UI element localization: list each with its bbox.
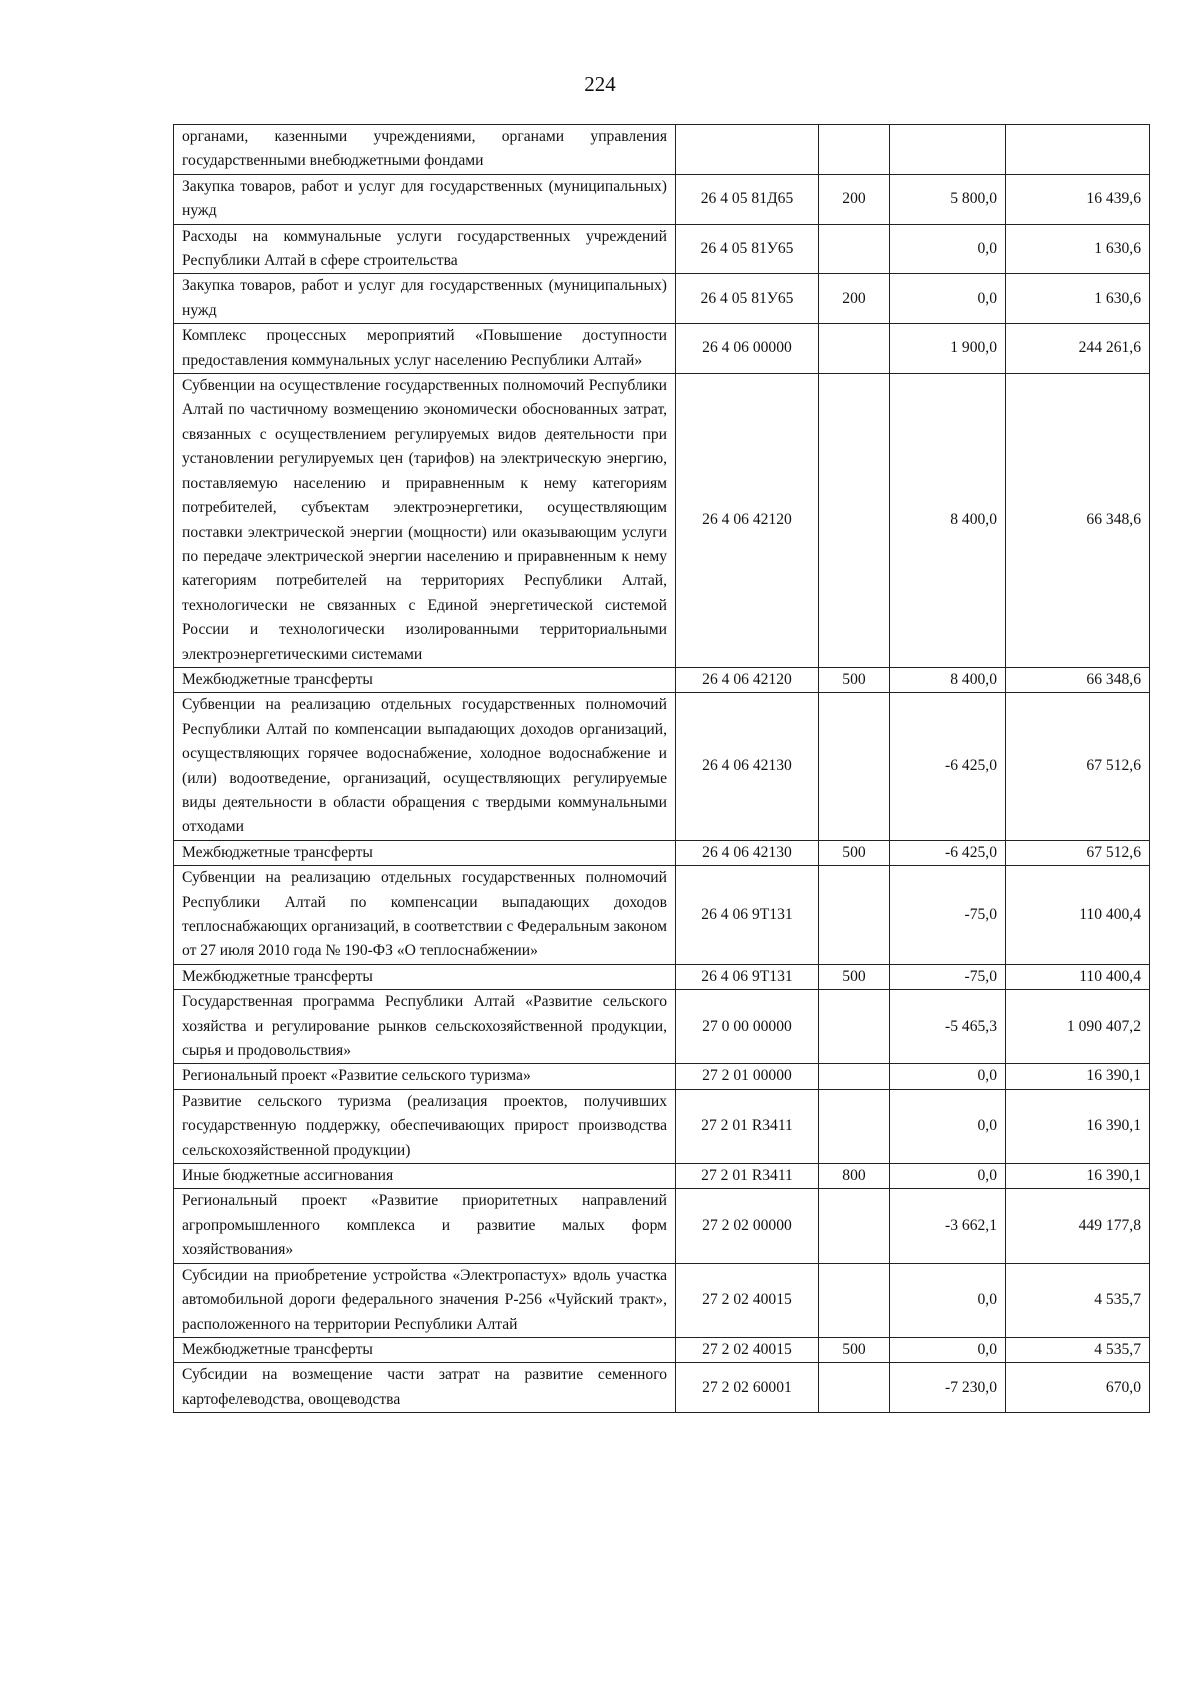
expense-description-cell: Закупка товаров, работ и услуг для государственных (муниципальных) нужд xyxy=(174,274,676,324)
expense-description-cell: Субвенции на реализацию отдельных государственных полномочий Республики Алтай по компенсации выпадающих доходов теплоснабжающих организаций, в соответствии с Федеральным законом от 27 июля 2010 года № 190-ФЗ «О теплоснабжении» xyxy=(174,866,676,965)
target-code-cell: 26 4 06 42120 xyxy=(676,374,819,668)
page-number: 224 xyxy=(584,72,616,96)
total-amount-cell: 1 630,6 xyxy=(1006,224,1150,274)
change-amount-cell: -6 425,0 xyxy=(890,840,1006,865)
expense-description-cell: Субсидии на приобретение устройства «Электропастух» вдоль участка автомобильной дороги федерального значения Р-256 «Чуйский тракт», расположенного на территории Республики Алтай xyxy=(174,1263,676,1337)
change-amount-cell: -7 230,0 xyxy=(890,1363,1006,1413)
table-row xyxy=(174,840,1150,865)
expense-description-cell: Развитие сельского туризма (реализация проектов, получивших государственную поддержку, обеспечивающих прирост производства сельскохозяйственной продукции) xyxy=(174,1089,676,1163)
total-amount-cell: 66 348,6 xyxy=(1006,667,1150,692)
expense-description-cell: Субсидии на возмещение части затрат на развитие семенного картофелеводства, овощеводства xyxy=(174,1363,676,1413)
change-amount-cell: 0,0 xyxy=(890,1089,1006,1163)
expense-type-cell: 200 xyxy=(819,174,890,224)
change-amount-cell: 0,0 xyxy=(890,1064,1006,1089)
table-row xyxy=(174,274,1150,324)
total-amount-cell: 1 630,6 xyxy=(1006,274,1150,324)
target-code-cell: 27 2 02 40015 xyxy=(676,1263,819,1337)
total-amount-cell: 449 177,8 xyxy=(1006,1189,1150,1263)
change-amount-cell: 0,0 xyxy=(890,1164,1006,1189)
target-code-cell: 26 4 06 00000 xyxy=(676,324,819,374)
expense-type-cell: 500 xyxy=(819,667,890,692)
target-code-cell: 27 2 01 R3411 xyxy=(676,1089,819,1163)
expense-description-cell: Иные бюджетные ассигнования xyxy=(174,1164,676,1189)
expense-type-cell xyxy=(819,1363,890,1413)
expense-type-cell: 500 xyxy=(819,1337,890,1362)
table-row xyxy=(174,1263,1150,1337)
total-amount-cell: 67 512,6 xyxy=(1006,840,1150,865)
expense-type-cell xyxy=(819,125,890,175)
expense-type-cell: 500 xyxy=(819,964,890,989)
total-amount-cell: 670,0 xyxy=(1006,1363,1150,1413)
table-row xyxy=(174,1064,1150,1089)
total-amount-cell: 16 390,1 xyxy=(1006,1164,1150,1189)
expense-description-cell: Субвенции на осуществление государственных полномочий Республики Алтай по частичному возмещению экономически обоснованных затрат, связанных с осуществлением регулируемых видов деятельности при установлении регулируемых цен (тарифов) на электрическую энергию, поставляемую населению и приравненным к нему категориям потребителей, субъектам электроэнергетики, осуществляющим поставки электрической энергии (мощности) или оказывающим услуги по передаче электрической энергии населению и приравненным к нему категориям потребителей на территориях Республики Алтай, технологически не связанных с Единой энергетической системой России и технологически изолированными территориальными электроэнергетическими системами xyxy=(174,374,676,668)
change-amount-cell: 5 800,0 xyxy=(890,174,1006,224)
expense-type-cell xyxy=(819,693,890,840)
total-amount-cell: 110 400,4 xyxy=(1006,964,1150,989)
total-amount-cell: 67 512,6 xyxy=(1006,693,1150,840)
budget-table xyxy=(173,124,1150,1413)
expense-description-cell: органами, казенными учреждениями, органами управления государственными внебюджетными фондами xyxy=(174,125,676,175)
expense-type-cell xyxy=(819,1189,890,1263)
expense-description-cell: Региональный проект «Развитие сельского туризма» xyxy=(174,1064,676,1089)
change-amount-cell: 0,0 xyxy=(890,224,1006,274)
table-row xyxy=(174,324,1150,374)
expense-description-cell: Субвенции на реализацию отдельных государственных полномочий Республики Алтай по компенсации выпадающих доходов организаций, осуществляющих горячее водоснабжение, холодное водоснабжение и (или) водоотведение, организаций, осуществляющих регулируемые виды деятельности в области обращения с твердыми коммунальными отходами xyxy=(174,693,676,840)
expense-description-cell: Межбюджетные трансферты xyxy=(174,964,676,989)
target-code-cell: 26 4 05 81У65 xyxy=(676,274,819,324)
expense-description-cell: Расходы на коммунальные услуги государственных учреждений Республики Алтай в сфере строительства xyxy=(174,224,676,274)
change-amount-cell: 1 900,0 xyxy=(890,324,1006,374)
total-amount-cell: 4 535,7 xyxy=(1006,1263,1150,1337)
target-code-cell: 27 2 01 00000 xyxy=(676,1064,819,1089)
change-amount-cell: -75,0 xyxy=(890,866,1006,965)
target-code-cell: 26 4 06 42130 xyxy=(676,693,819,840)
expense-type-cell xyxy=(819,990,890,1064)
expense-type-cell xyxy=(819,1089,890,1163)
total-amount-cell xyxy=(1006,125,1150,175)
table-row xyxy=(174,1337,1150,1362)
table-row xyxy=(174,125,1150,175)
table-row xyxy=(174,1189,1150,1263)
target-code-cell: 27 0 00 00000 xyxy=(676,990,819,1064)
total-amount-cell: 16 390,1 xyxy=(1006,1089,1150,1163)
change-amount-cell: 0,0 xyxy=(890,1263,1006,1337)
total-amount-cell: 1 090 407,2 xyxy=(1006,990,1150,1064)
target-code-cell: 26 4 06 9Т131 xyxy=(676,964,819,989)
change-amount-cell: -6 425,0 xyxy=(890,693,1006,840)
expense-type-cell xyxy=(819,1064,890,1089)
expense-description-cell: Закупка товаров, работ и услуг для государственных (муниципальных) нужд xyxy=(174,174,676,224)
expense-type-cell xyxy=(819,1263,890,1337)
change-amount-cell: 8 400,0 xyxy=(890,667,1006,692)
target-code-cell: 26 4 05 81У65 xyxy=(676,224,819,274)
target-code-cell: 26 4 06 9Т131 xyxy=(676,866,819,965)
expense-description-cell: Межбюджетные трансферты xyxy=(174,667,676,692)
change-amount-cell xyxy=(890,125,1006,175)
target-code-cell xyxy=(676,125,819,175)
total-amount-cell: 16 390,1 xyxy=(1006,1064,1150,1089)
table-row xyxy=(174,1164,1150,1189)
target-code-cell: 27 2 02 00000 xyxy=(676,1189,819,1263)
target-code-cell: 26 4 06 42120 xyxy=(676,667,819,692)
change-amount-cell: 0,0 xyxy=(890,1337,1006,1362)
expense-description-cell: Межбюджетные трансферты xyxy=(174,1337,676,1362)
table-row xyxy=(174,1089,1150,1163)
expense-type-cell: 500 xyxy=(819,840,890,865)
change-amount-cell: -75,0 xyxy=(890,964,1006,989)
expense-type-cell xyxy=(819,866,890,965)
total-amount-cell: 110 400,4 xyxy=(1006,866,1150,965)
expense-description-cell: Государственная программа Республики Алтай «Развитие сельского хозяйства и регулирование рынков сельскохозяйственной продукции, сырья и продовольствия» xyxy=(174,990,676,1064)
expense-type-cell xyxy=(819,374,890,668)
change-amount-cell: -5 465,3 xyxy=(890,990,1006,1064)
budget-table-body xyxy=(174,125,1150,1413)
change-amount-cell: 0,0 xyxy=(890,274,1006,324)
expense-type-cell: 200 xyxy=(819,274,890,324)
total-amount-cell: 4 535,7 xyxy=(1006,1337,1150,1362)
target-code-cell: 26 4 05 81Д65 xyxy=(676,174,819,224)
target-code-cell: 27 2 01 R3411 xyxy=(676,1164,819,1189)
change-amount-cell: 8 400,0 xyxy=(890,374,1006,668)
expense-type-cell: 800 xyxy=(819,1164,890,1189)
table-row xyxy=(174,174,1150,224)
table-row xyxy=(174,964,1150,989)
table-row xyxy=(174,990,1150,1064)
target-code-cell: 27 2 02 40015 xyxy=(676,1337,819,1362)
expense-description-cell: Комплекс процессных мероприятий «Повышение доступности предоставления коммунальных услуг населению Республики Алтай» xyxy=(174,324,676,374)
table-row xyxy=(174,374,1150,668)
table-row xyxy=(174,667,1150,692)
table-row xyxy=(174,224,1150,274)
table-row xyxy=(174,693,1150,840)
change-amount-cell: -3 662,1 xyxy=(890,1189,1006,1263)
total-amount-cell: 16 439,6 xyxy=(1006,174,1150,224)
expense-description-cell: Региональный проект «Развитие приоритетных направлений агропромышленного комплекса и развитие малых форм хозяйствования» xyxy=(174,1189,676,1263)
expense-type-cell xyxy=(819,324,890,374)
table-row xyxy=(174,1363,1150,1413)
expense-type-cell xyxy=(819,224,890,274)
expense-description-cell: Межбюджетные трансферты xyxy=(174,840,676,865)
total-amount-cell: 66 348,6 xyxy=(1006,374,1150,668)
table-row xyxy=(174,866,1150,965)
total-amount-cell: 244 261,6 xyxy=(1006,324,1150,374)
target-code-cell: 27 2 02 60001 xyxy=(676,1363,819,1413)
target-code-cell: 26 4 06 42130 xyxy=(676,840,819,865)
